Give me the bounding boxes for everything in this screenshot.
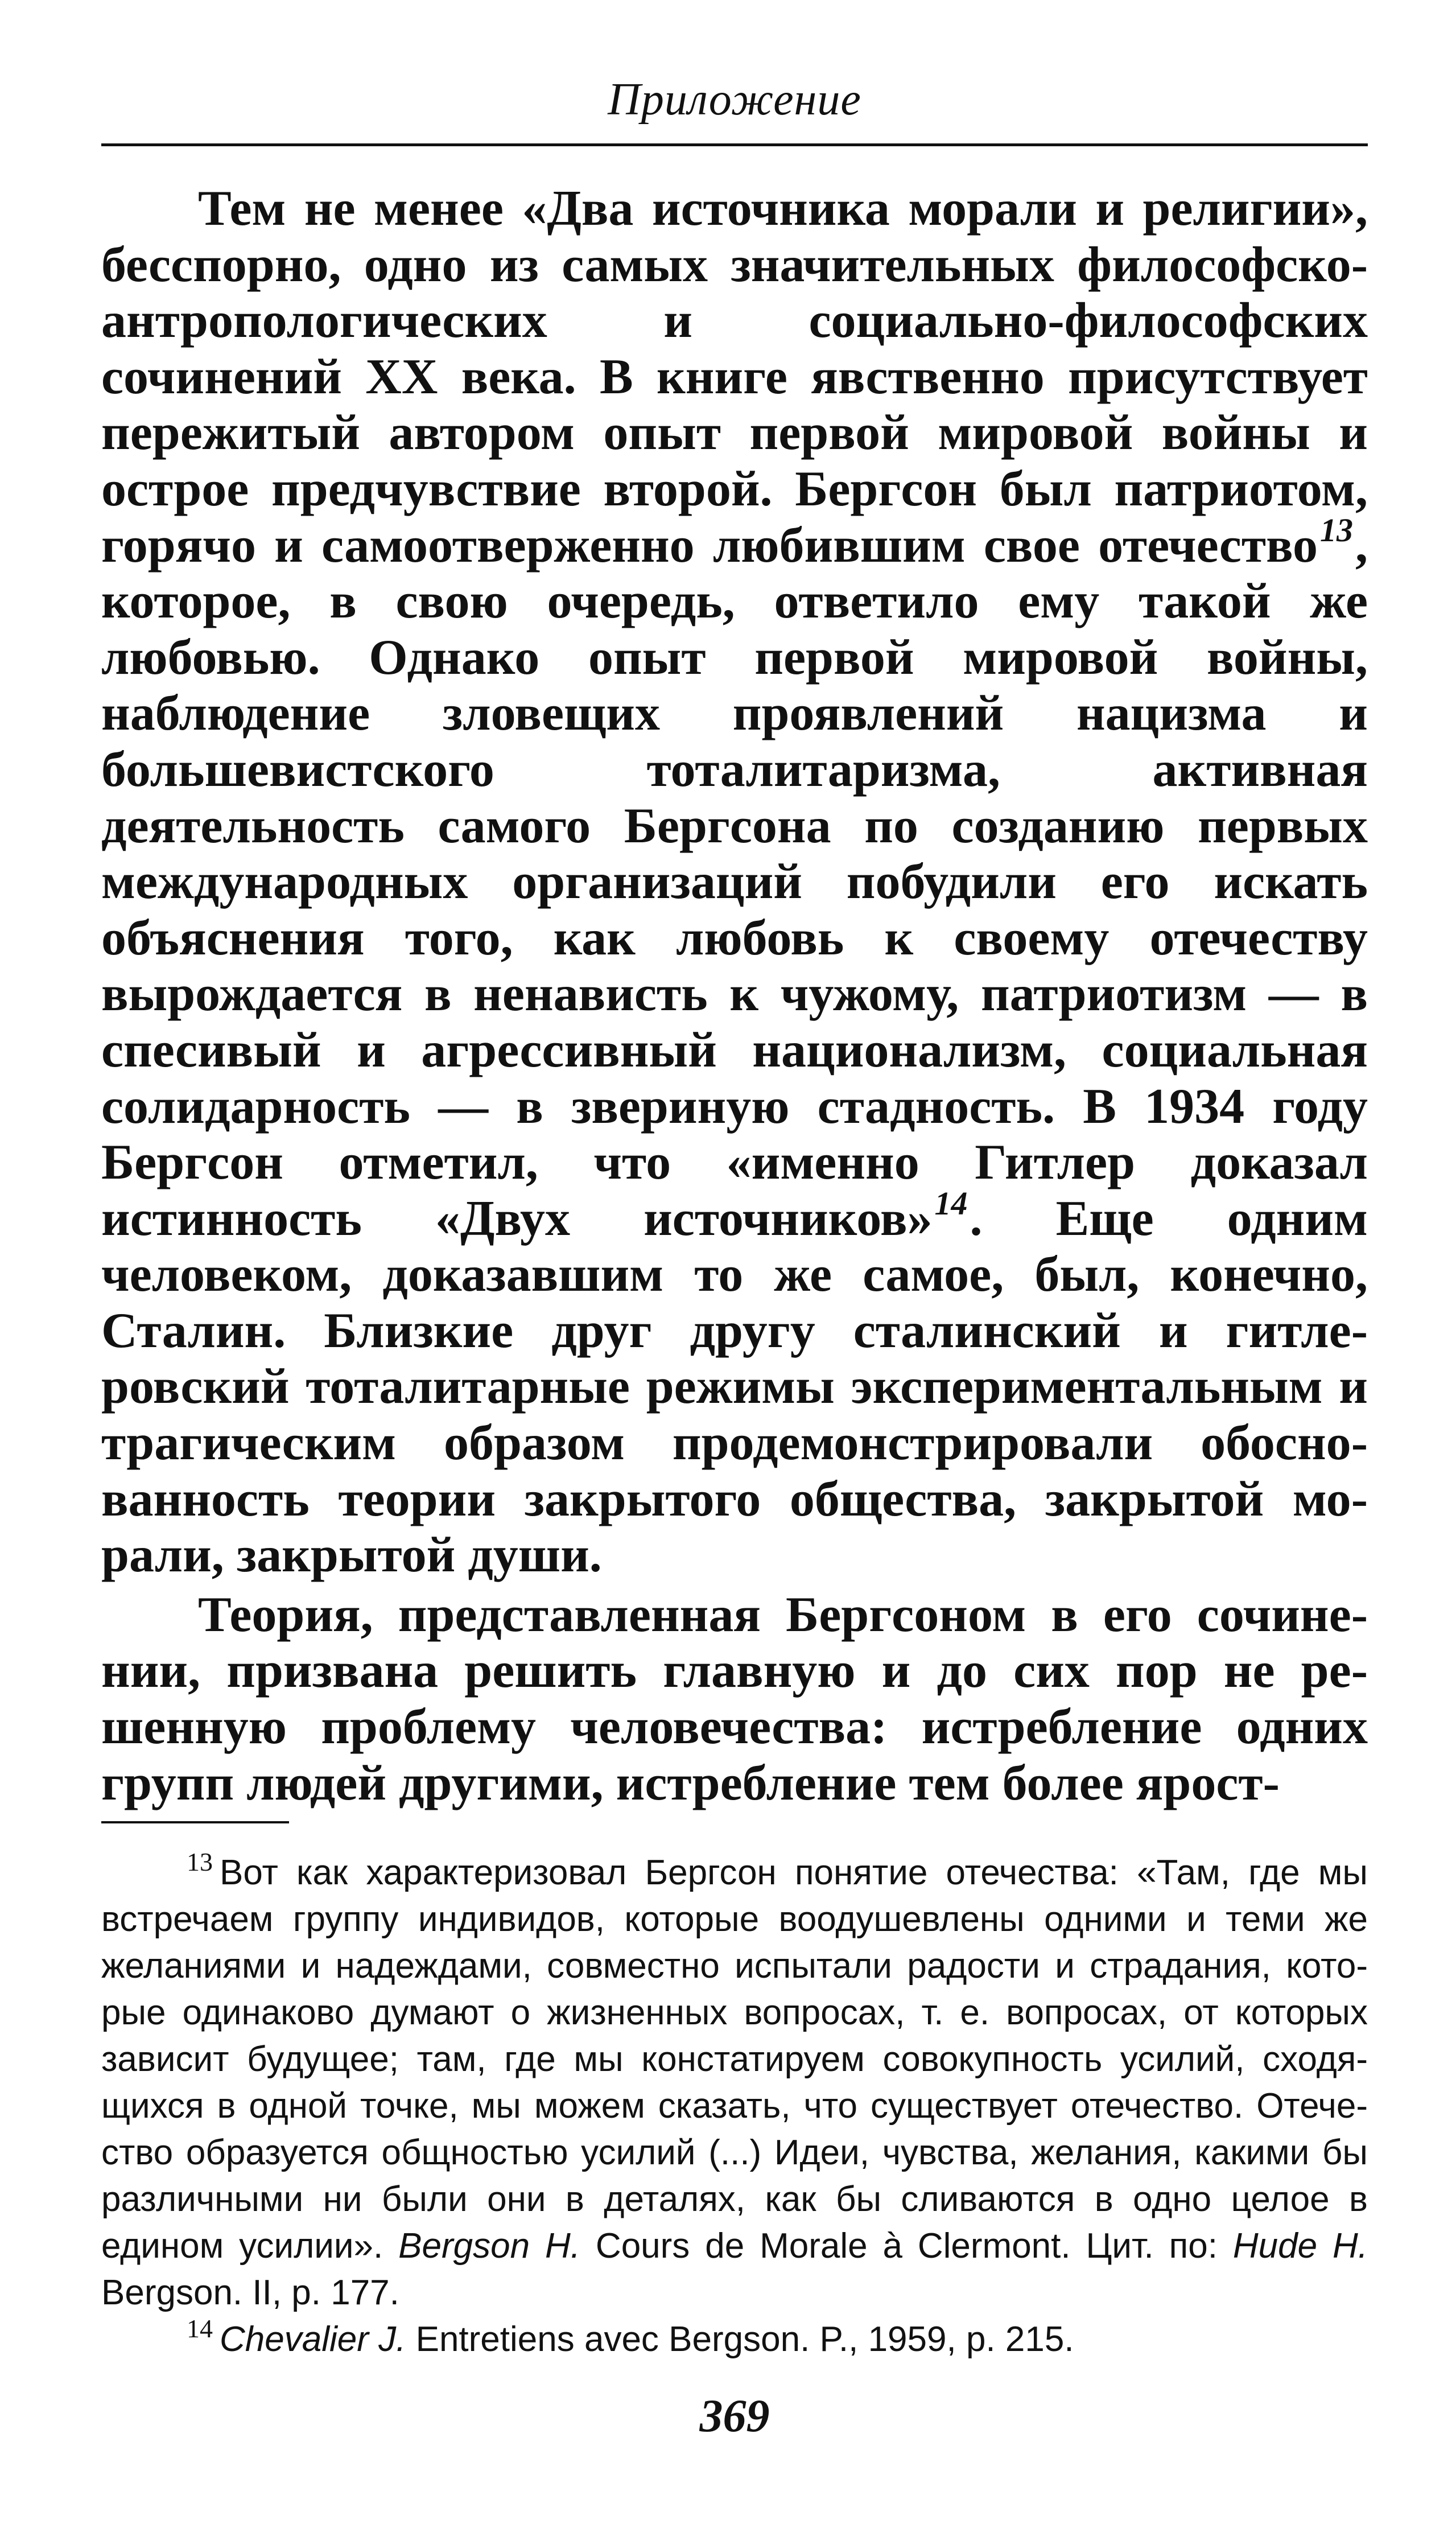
footnote-14-source: Entretiens avec Bergson. P., 1959, p. 215. <box>406 2320 1074 2359</box>
footnote-separator <box>101 1821 289 1823</box>
footnote-ref-13[interactable]: 13 <box>1320 511 1353 549</box>
footnote-13-text: Вот как характеризовал Бергсон понятие отечества: «Там, где мы встречаем группу индивидов, которые воодушевлены одними и теми же желаниями и надеждами, совместно испытали радости и страдания, которые одинаково думают о жизненных вопросах, т. е. вопросах, от которых зависит будущее; там, где мы констатируем совокупность усилий, сходящихся в одной точке, мы можем сказать, что существует отечество. Отечество образуется общностью усилий (...) Идеи, чувства, желания, какими бы различными ни были они в деталях, как бы сливаются в одно целое в едином усилии». <box>101 1853 1368 2266</box>
footnote-14-number: 14 <box>187 2314 213 2343</box>
page-number: 369 <box>699 2390 770 2441</box>
running-head: Приложение <box>608 75 861 125</box>
paragraph-1-part-1: Тем не менее «Два источника морали и религии», бесспорно, одно из самых значительных философско-антропологических и социально-философских сочинений XX века. В книге явственно присутствует пережитый автором опыт первой мировой войны и острое предчувствие второй. Бергсон был патриотом, горячо и самоотверженно любившим свое отечество <box>101 181 1368 573</box>
main-text <box>101 181 1368 1811</box>
footnote-ref-14[interactable]: 14 <box>934 1184 968 1222</box>
footnote-14-author: Chevalier J. <box>220 2320 406 2359</box>
footnote-13-author-2: Hude H. <box>1232 2226 1368 2266</box>
header-rule <box>101 143 1368 146</box>
footnote-14 <box>101 2316 1368 2363</box>
footnote-13-source-2: Bergson. II, p. 177. <box>101 2273 399 2312</box>
footnotes <box>101 1847 1368 2363</box>
footnote-13-author-1: Bergson H. <box>398 2226 581 2266</box>
paragraph-2: Теория, представленная Бергсоном в его сочинении, призвана решить главную и до сих пор не решенную проблему человечества: истребление одних групп людей другими, истребление тем более ярост- <box>101 1587 1368 1811</box>
paragraph-1 <box>101 181 1368 1584</box>
paragraph-1-part-3: . Еще одним человеком, доказавшим то же самое, был, конечно, Сталин. Близкие друг другу сталинский и гитлеровский тоталитарные режимы экспериментальным и трагическим образом продемонстрировали обоснованность теории закрытого общества, закрытой морали, закрытой души. <box>101 1191 1368 1583</box>
footnote-13-number: 13 <box>187 1847 213 1876</box>
footnote-13 <box>101 1847 1368 2316</box>
paragraph-1-part-2: , которое, в свою очередь, ответило ему такой же любовью. Однако опыт первой мировой войны, наблюдение зловещих проявлений нацизма и большевистского тоталитаризма, активная деятельность самого Бергсона по созданию первых международных организаций побудили его искать объяснения того, как любовь к своему отечеству вырождается в ненависть к чужому, патриотизм — в спесивый и агрессивный национализм, социальная солидарность — в звериную стадность. В 1934 году Бергсон отметил, что «именно Гитлер доказал истинность «Двух источников» <box>101 517 1368 1246</box>
footnote-13-source-1: Cours de Morale à Clermont. Цит. по: <box>580 2226 1233 2266</box>
